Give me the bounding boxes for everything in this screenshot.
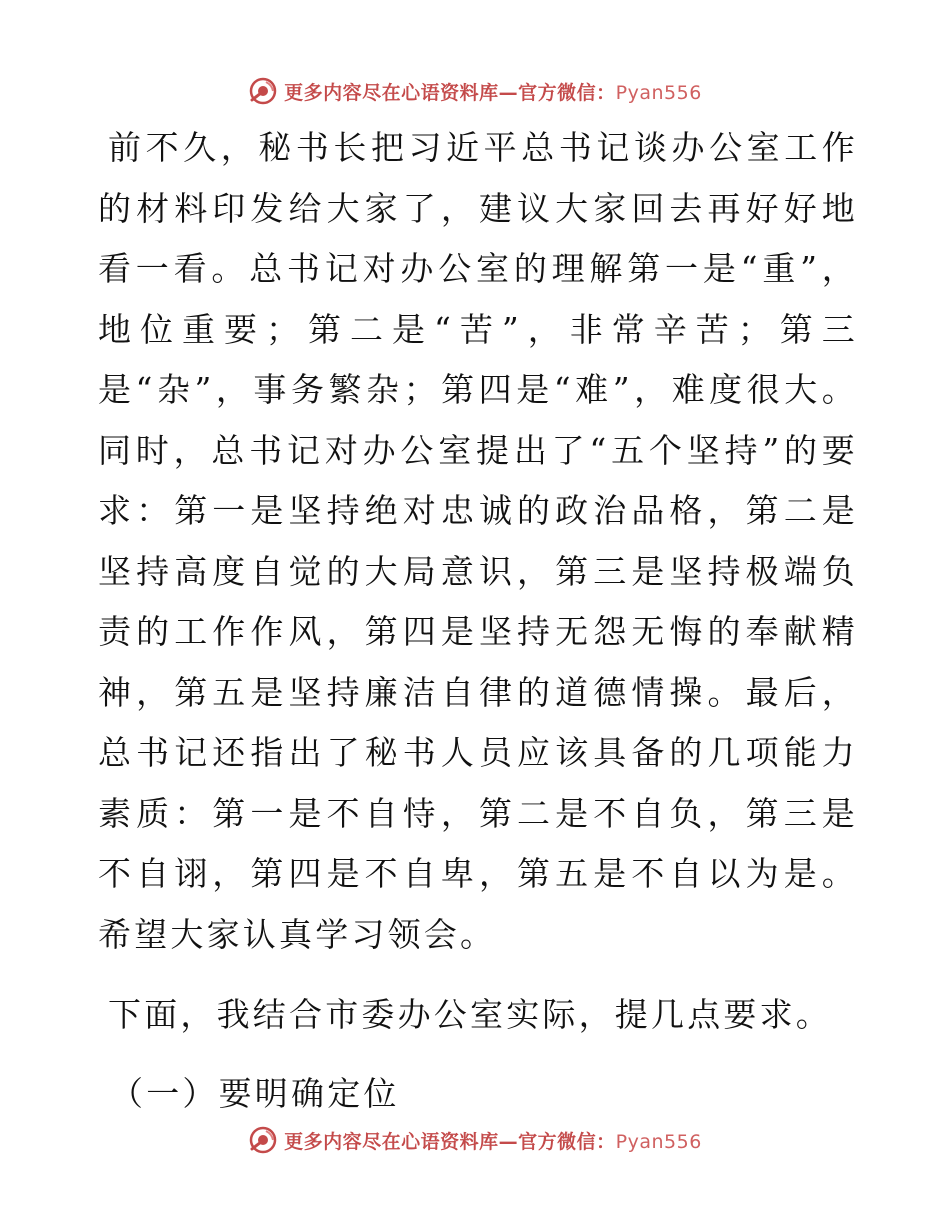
footer-watermark [0,1123,950,1157]
watermark-text: 更多内容尽在心语资料库—官方微信：Pyan556 [284,81,702,104]
section-heading: （一）要明确定位 [110,1073,400,1113]
red-seal-logo-icon [248,1125,278,1155]
watermark-text: 更多内容尽在心语资料库—官方微信：Pyan556 [284,1130,702,1153]
header-watermark [0,74,950,108]
paragraph-intro: 前不久，秘书长把习近平总书记谈办公室工作的材料印发给大家了，建议大家回去再好好地看一看。总书记对办公室的理解第一是“重”，地位重要；第二是“苦”，非常辛苦；第三是“杂”，事务繁杂；第四是“难”，难度很大。同时，总书记对办公室提出了“五个坚持”的要求：第一是坚持绝对忠诚的政治品格，第二是坚持高度自觉的大局意识，第三是坚持极端负责的工作作风，第四是坚持无怨无悔的奉献精神，第五是坚持廉洁自律的道德情操。最后，总书记还指出了秘书人员应该具备的几项能力素质：第一是不自恃，第二是不自负，第三是不自诩，第四是不自卑，第五是不自以为是。希望大家认真学习领会。 [98,128,858,954]
red-seal-logo-icon [248,76,278,106]
document-body [98,118,858,1124]
paragraph-transition: 下面，我结合市委办公室实际，提几点要求。 [108,995,832,1034]
